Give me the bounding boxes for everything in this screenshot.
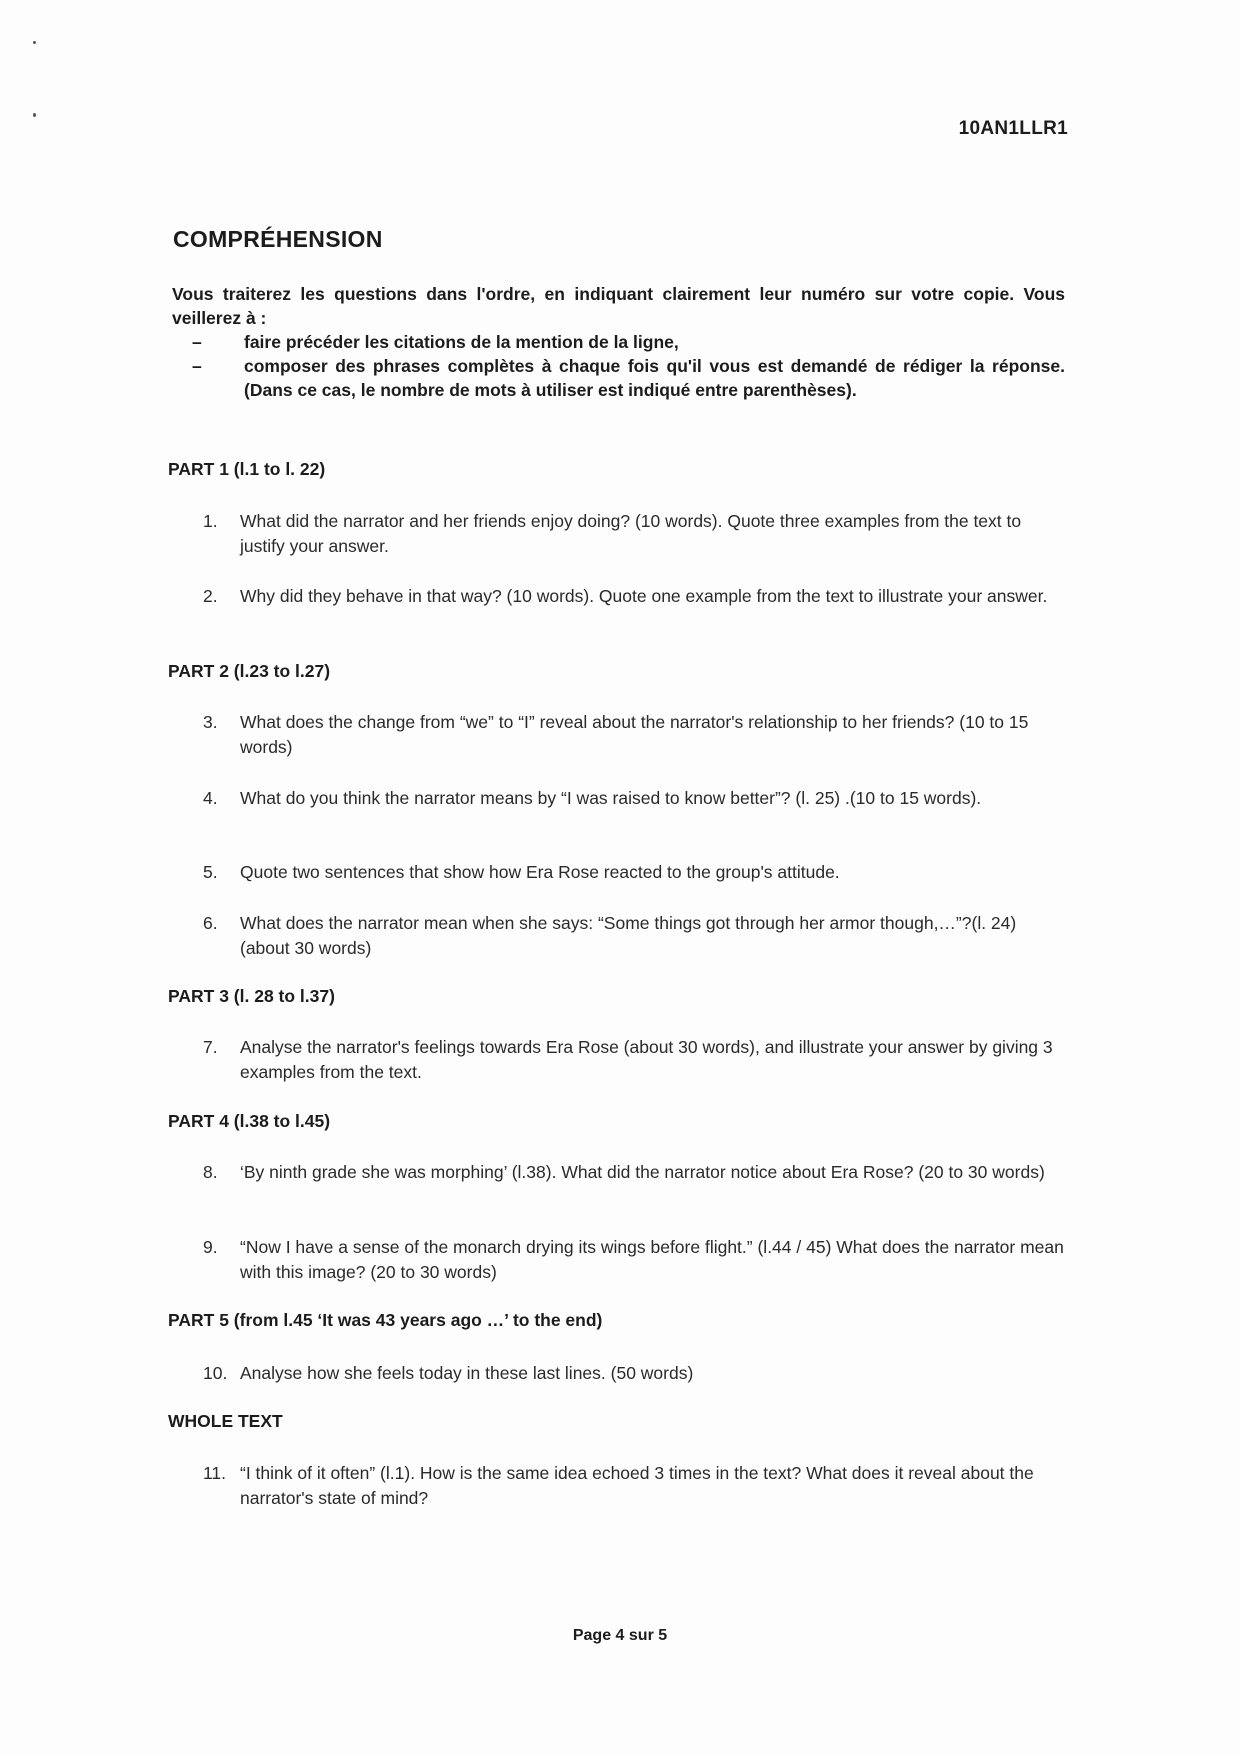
question-text: What do you think the narrator means by “I was raised to know better”? (l. 25) .(10 to 15 words). bbox=[240, 788, 982, 808]
instruction-text: composer des phrases complètes à chaque fois qu'il vous est demandé de rédiger la réponse. (Dans ce cas, le nombre de mots à utiliser est indiqué entre parenthèses). bbox=[244, 356, 1065, 400]
question-number: 6. bbox=[203, 913, 218, 933]
question-6 bbox=[203, 911, 1065, 961]
question-7 bbox=[203, 1035, 1065, 1085]
part-1-heading: PART 1 (l.1 to l. 22) bbox=[168, 459, 326, 479]
question-text: Quote two sentences that show how Era Rose reacted to the group's attitude. bbox=[240, 862, 840, 882]
instructions-list bbox=[172, 330, 1065, 402]
question-text: Analyse the narrator's feelings towards Era Rose (about 30 words), and illustrate your answer by giving 3 examples from the text. bbox=[240, 1037, 1053, 1082]
part-4-heading: PART 4 (l.38 to l.45) bbox=[168, 1111, 331, 1131]
instruction-text: faire précéder les citations de la mention de la ligne, bbox=[244, 332, 679, 352]
part-5-heading: PART 5 (from l.45 ‘It was 43 years ago …’ to the end) bbox=[168, 1310, 603, 1330]
question-4 bbox=[203, 786, 1065, 811]
question-2 bbox=[203, 584, 1065, 609]
question-1 bbox=[203, 509, 1065, 559]
question-8 bbox=[203, 1160, 1065, 1185]
question-number: 10. bbox=[203, 1363, 228, 1383]
scan-speck bbox=[33, 41, 36, 44]
part-2-heading: PART 2 (l.23 to l.27) bbox=[168, 661, 331, 681]
question-number: 11. bbox=[203, 1463, 227, 1483]
instruction-item bbox=[172, 330, 1065, 354]
question-10 bbox=[203, 1361, 1065, 1386]
instructions-block bbox=[172, 282, 1065, 402]
scan-speck bbox=[33, 113, 36, 117]
dash-bullet: – bbox=[192, 356, 202, 376]
part-3-heading: PART 3 (l. 28 to l.37) bbox=[168, 986, 335, 1006]
question-number: 1. bbox=[203, 511, 218, 531]
question-text: What did the narrator and her friends enjoy doing? (10 words). Quote three examples from the text to justify your answer. bbox=[240, 511, 1022, 556]
page-number: Page 4 sur 5 bbox=[572, 1627, 668, 1644]
whole-text-heading: WHOLE TEXT bbox=[168, 1411, 283, 1431]
dash-bullet: – bbox=[192, 332, 202, 352]
question-text: “Now I have a sense of the monarch drying its wings before flight.” (l.44 / 45) What does the narrator mean with this image? (20 to 30 words) bbox=[240, 1237, 1064, 1282]
instructions-intro: Vous traiterez les questions dans l'ordre, en indiquant clairement leur numéro sur votre copie. Vous veillerez à : bbox=[172, 284, 1065, 328]
question-9 bbox=[203, 1235, 1065, 1285]
question-number: 9. bbox=[203, 1237, 218, 1257]
question-5 bbox=[203, 860, 1065, 885]
question-text: “I think of it often” (l.1). How is the same idea echoed 3 times in the text? What does it reveal about the narrator's state of mind? bbox=[240, 1463, 1034, 1508]
question-text: What does the narrator mean when she says: “Some things got through her armor though,…”?(l. 24) (about 30 words) bbox=[240, 913, 1017, 958]
instruction-item bbox=[172, 354, 1065, 402]
question-text: What does the change from “we” to “I” reveal about the narrator's relationship to her friends? (10 to 15 words) bbox=[240, 712, 1029, 757]
question-number: 7. bbox=[203, 1037, 218, 1057]
question-text: Analyse how she feels today in these last lines. (50 words) bbox=[240, 1363, 694, 1383]
question-text: Why did they behave in that way? (10 words). Quote one example from the text to illustrate your answer. bbox=[240, 586, 1048, 606]
question-number: 8. bbox=[203, 1162, 218, 1182]
section-title: COMPRÉHENSION bbox=[173, 226, 383, 252]
question-number: 4. bbox=[203, 788, 218, 808]
question-3 bbox=[203, 710, 1065, 760]
question-number: 3. bbox=[203, 712, 218, 732]
document-code: 10AN1LLR1 bbox=[958, 118, 1068, 139]
question-text: ‘By ninth grade she was morphing’ (l.38). What did the narrator notice about Era Rose? (20 to 30 words) bbox=[240, 1162, 1045, 1182]
question-11 bbox=[203, 1461, 1065, 1511]
question-number: 2. bbox=[203, 586, 218, 606]
question-number: 5. bbox=[203, 862, 218, 882]
